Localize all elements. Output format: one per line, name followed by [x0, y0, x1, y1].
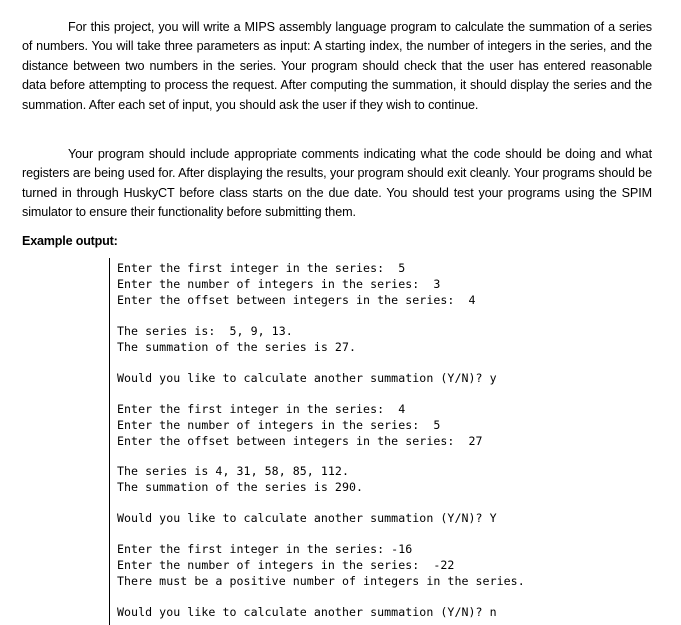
console-line: Enter the first integer in the series: 5: [117, 261, 406, 275]
requirements-paragraph: Your program should include appropriate comments indicating what the code should be doing and what registers are being used for. After displaying the results, your program should exit cleanly. Your programs should be turned in through HuskyCT before class starts on the due date. You should test your programs using the SPIM simulator to ensure their functionality before submitting them.: [22, 147, 652, 220]
console-line: Would you like to calculate another summation (Y/N)? y: [117, 371, 497, 385]
console-line: Enter the offset between integers in the series: 4: [117, 293, 476, 307]
console-line: The series is 4, 31, 58, 85, 112.: [117, 464, 349, 478]
console-line: Enter the first integer in the series: 4: [117, 402, 406, 416]
example-output-console: [109, 258, 669, 625]
console-line: The summation of the series is 290.: [117, 480, 364, 494]
console-line: Would you like to calculate another summation (Y/N)? n: [117, 605, 497, 619]
console-line: Enter the first integer in the series: -16: [117, 542, 413, 556]
console-line: The summation of the series is 27.: [117, 340, 357, 354]
console-line: Enter the number of integers in the series: 5: [117, 418, 441, 432]
console-line: There must be a positive number of integers in the series.: [117, 574, 525, 588]
console-line: Enter the number of integers in the series: 3: [117, 277, 441, 291]
console-line: Would you like to calculate another summation (Y/N)? Y: [117, 511, 497, 525]
console-line: Enter the offset between integers in the series: 27: [117, 434, 483, 448]
console-line: The series is: 5, 9, 13.: [117, 324, 293, 338]
console-line: Enter the number of integers in the series: -22: [117, 558, 455, 572]
intro-paragraph: For this project, you will write a MIPS assembly language program to calculate the summation of a series of numbers. You will take three parameters as input: A starting index, the number of integers in the series, and the distance between two numbers in the series. Your program should check that the user has entered reasonable data before attempting to process the request. After computing the summation, it should display the series and the summation. After each set of input, you should ask the user if they wish to continue.: [22, 20, 652, 112]
example-output-heading: Example output:: [22, 234, 118, 248]
